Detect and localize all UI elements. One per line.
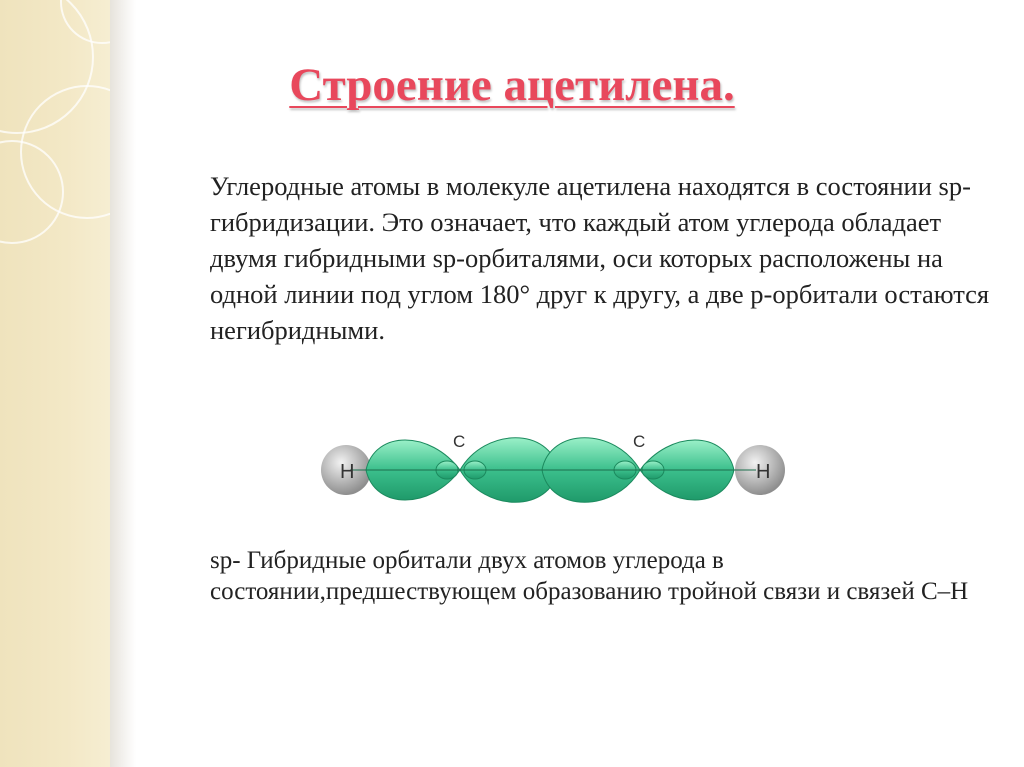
page-title: Строение ацетилена.: [289, 59, 735, 111]
atom-label: C: [633, 432, 646, 451]
sidebar-shadow: [110, 0, 136, 767]
diagram-caption: sp- Гибридные орбитали двух атомов углерода в состоянии,предшествующем образованию тройной связи и связей С–Н: [210, 547, 969, 605]
atom-label: H: [340, 461, 355, 483]
description-text: Углеродные атомы в молекуле ацетилена находятся в состоянии sp-гибридизации. Это означает, что каждый атом углерода обладает двумя гибридными sp-орбиталями, оси которых расположены на одной линии под углом 180° друг к другу, а две p-орбитали остаются негибридными.: [210, 171, 990, 345]
decorative-sidebar: [0, 0, 110, 767]
acetylene-orbital-diagram: [320, 425, 790, 515]
atom-label: H: [756, 461, 771, 483]
atom-label: C: [453, 432, 466, 451]
